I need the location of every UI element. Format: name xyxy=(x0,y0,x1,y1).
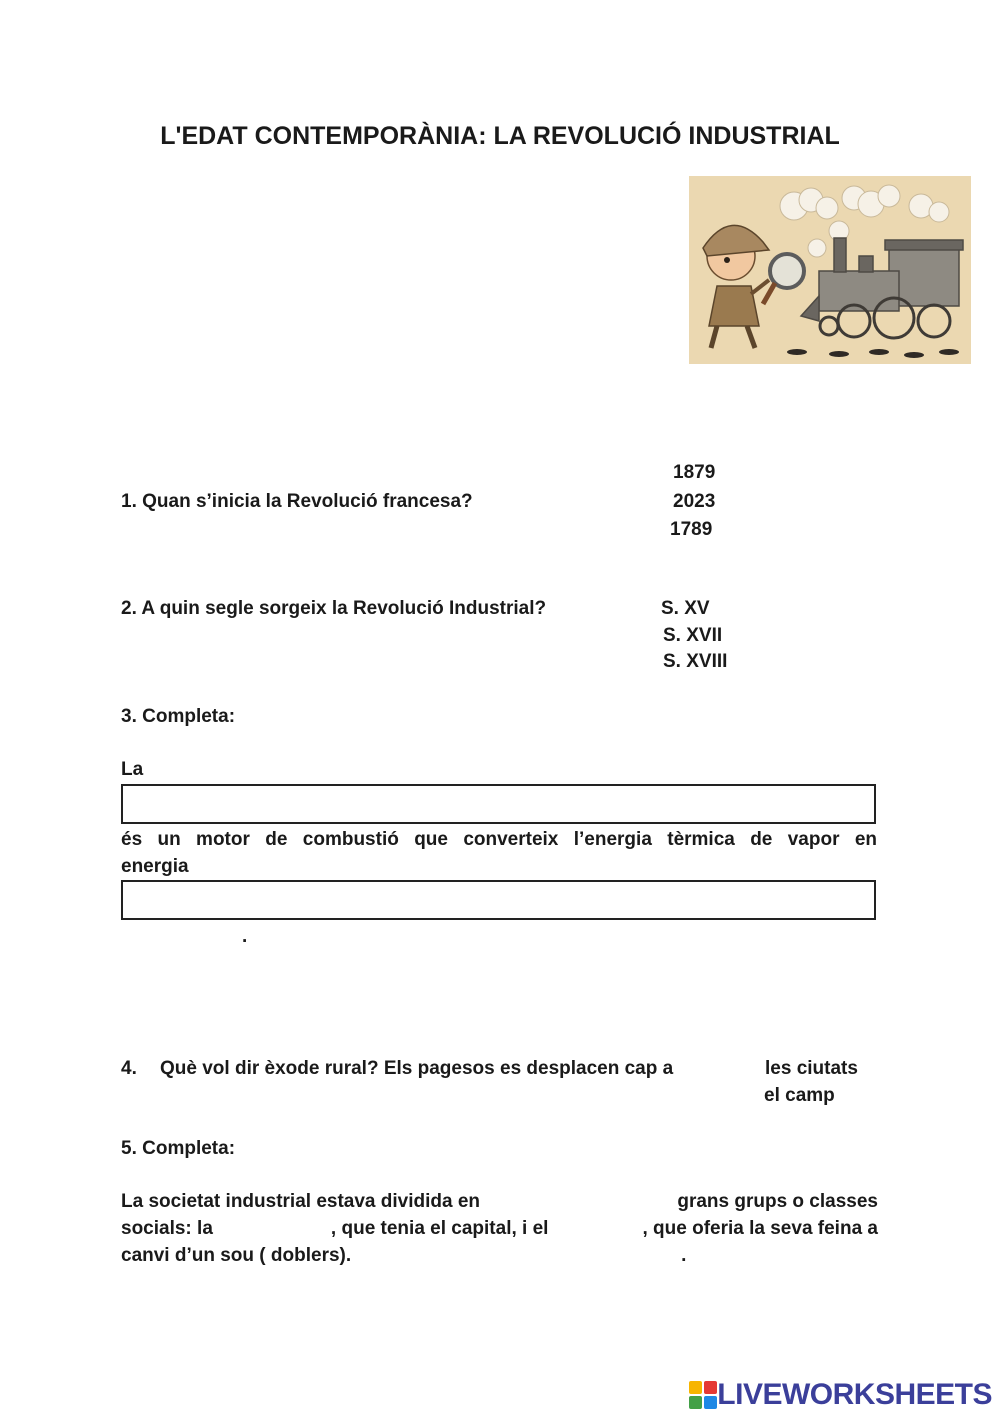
q2-option-3[interactable]: S. XVIII xyxy=(663,651,728,672)
q3-sentence-line: és un motor de combustió que converteix l’energia tèrmica de vapor en xyxy=(121,829,877,850)
q3-energia: energia xyxy=(121,856,189,877)
q5-line-3 xyxy=(121,1245,878,1272)
q5-text-1b: grans grups o classes xyxy=(677,1191,878,1212)
page-title: L'EDAT CONTEMPORÀNIA: LA REVOLUCIÓ INDUSTRIAL xyxy=(160,122,840,150)
q2-option-2[interactable]: S. XVII xyxy=(663,625,723,646)
q3-period: . xyxy=(242,926,248,947)
detective-train-illustration xyxy=(689,176,971,364)
q3-answer-box-1[interactable] xyxy=(121,784,876,824)
q2-option-1[interactable]: S. XV xyxy=(661,598,710,619)
question-4-number: 4. xyxy=(121,1058,137,1079)
q3-answer-box-2[interactable] xyxy=(121,880,876,920)
q4-option-1[interactable]: les ciutats xyxy=(765,1058,858,1079)
q5-line-1 xyxy=(121,1191,878,1218)
question-4: Què vol dir èxode rural? Els pagesos es desplacen cap a xyxy=(160,1058,674,1079)
liveworksheets-logo-icon xyxy=(689,1381,717,1409)
q5-text-1a: La societat industrial estava dividida en xyxy=(121,1191,481,1212)
q5-text-3: canvi d’un sou ( doblers). xyxy=(121,1245,352,1266)
q1-option-3[interactable]: 1789 xyxy=(670,519,713,540)
q5-paragraph xyxy=(121,1191,878,1272)
question-3-label: 3. Completa: xyxy=(121,706,236,727)
question-2: 2. A quin segle sorgeix la Revolució Industrial? xyxy=(121,598,547,619)
q5-text-2c: , que oferia la seva feina a xyxy=(642,1218,878,1239)
q5-period: . xyxy=(681,1245,687,1266)
question-5-label: 5. Completa: xyxy=(121,1138,236,1159)
q3-prefix: La xyxy=(121,759,144,780)
liveworksheets-logo[interactable] xyxy=(689,1378,992,1412)
liveworksheets-brand: LIVEWORKSHEETS xyxy=(717,1378,992,1411)
q5-text-2a: socials: la xyxy=(121,1218,213,1239)
q1-option-2[interactable]: 2023 xyxy=(673,491,716,512)
q1-option-1[interactable]: 1879 xyxy=(673,462,716,483)
question-1: 1. Quan s’inicia la Revolució francesa? xyxy=(121,491,473,512)
q4-option-2[interactable]: el camp xyxy=(764,1085,835,1106)
q5-line-2 xyxy=(121,1218,878,1245)
q5-text-2b: , que tenia el capital, i el xyxy=(330,1218,549,1239)
